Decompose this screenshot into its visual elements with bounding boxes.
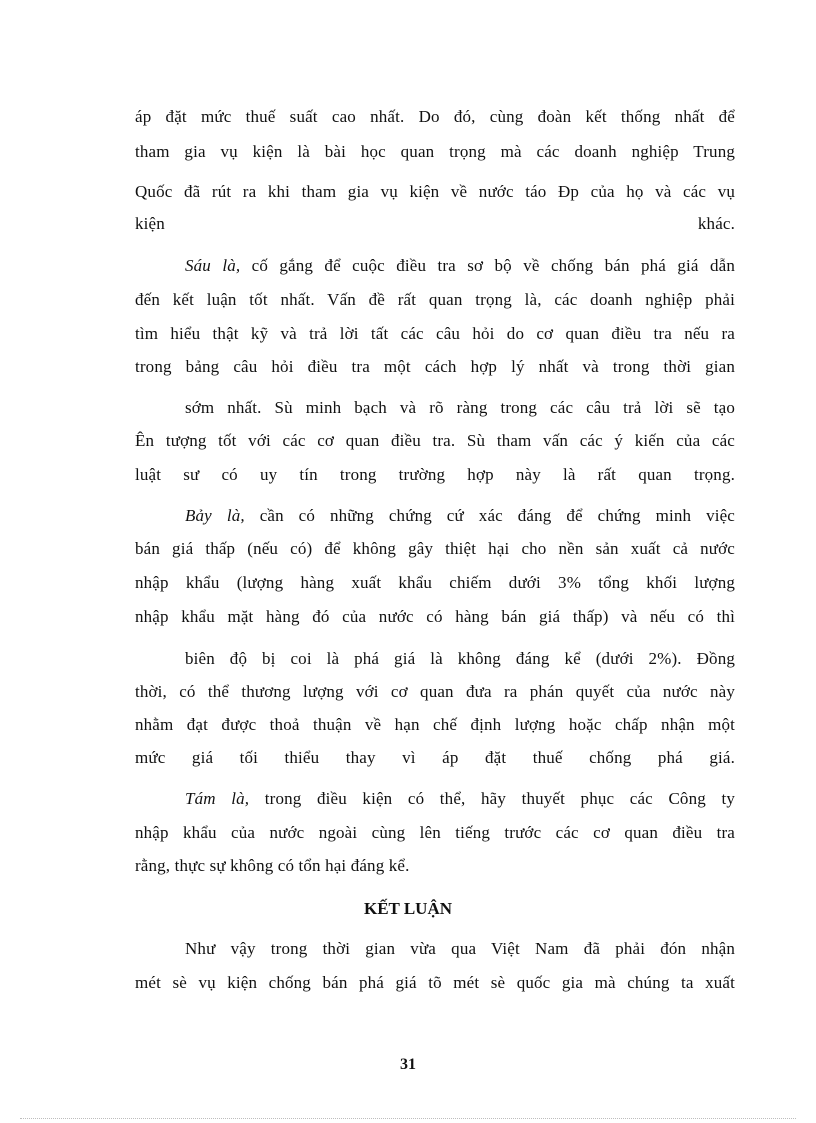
text-line: rằng, thực sự không có tổn hại đáng kể. — [135, 856, 410, 875]
text-line: nhập khẩu mặt hàng đó của nước có hàng bán giá thấp) và nếu có thì — [135, 607, 735, 626]
text-line — [135, 213, 735, 235]
item-label-italic: Bảy là, — [185, 506, 245, 525]
text-line: Như vậy trong thời gian vừa qua Việt Nam đã phải đón nhận — [185, 939, 735, 958]
text-line: mét sè vụ kiện chống bán phá giá tõ mét sè quốc gia mà chúng ta xuất — [135, 973, 735, 992]
text-line: thời, có thể thương lượng với cơ quan đưa ra phán quyết của nước này — [135, 682, 735, 701]
text-line: Quốc đã rút ra khi tham gia vụ kiện về nước táo Ðp của họ và các vụ — [135, 182, 735, 201]
text-line: mức giá tối thiểu thay vì áp đặt thuế chống phá giá. — [135, 748, 735, 767]
text-line — [185, 505, 735, 527]
item-label-italic: Tám là, — [185, 789, 250, 808]
page-number: 31 — [400, 1056, 416, 1073]
text-line: nhằm đạt được thoả thuận về hạn chế định lượng hoặc chấp nhận một — [135, 715, 735, 734]
item-label-italic: Sáu là, — [185, 256, 241, 275]
page-bottom-divider — [20, 1118, 796, 1119]
text-line: tìm hiểu thật kỹ và trả lời tất các câu hỏi do cơ quan điều tra nếu ra — [135, 324, 735, 343]
text-line — [185, 788, 735, 810]
text-line: luật sư có uy tín trong trường hợp này là rất quan trọng. — [135, 465, 735, 484]
text-line — [185, 255, 735, 277]
text-fragment: khác. — [697, 214, 735, 233]
text-fragment: cố gắng để cuộc điều tra sơ bộ về chống bán phá giá dẫn — [240, 256, 735, 275]
text-fragment: cần có những chứng cứ xác đáng để chứng minh việc — [244, 506, 735, 525]
text-line: đến kết luận tốt nhất. Vấn đề rất quan trọng là, các doanh nghiệp phải — [135, 290, 735, 309]
text-line: sớm nhất. Sù minh bạch và rõ ràng trong các câu trả lời sẽ tạo — [185, 398, 735, 417]
text-line: Ên tượng tốt với các cơ quan điều tra. Sù tham vấn các ý kiến của các — [135, 431, 735, 450]
text-line: nhập khẩu của nước ngoài cùng lên tiếng trước các cơ quan điều tra — [135, 823, 735, 842]
section-heading: KẾT LUẬN — [363, 899, 452, 918]
text-line: áp đặt mức thuế suất cao nhất. Do đó, cùng đoàn kết thống nhất để — [135, 107, 735, 126]
text-fragment: kiện — [135, 214, 165, 233]
text-line: bán giá thấp (nếu có) để không gây thiệt hại cho nền sản xuất cả nước — [135, 539, 735, 558]
text-line: trong bảng câu hỏi điều tra một cách hợp lý nhất và trong thời gian — [135, 357, 735, 376]
text-line: tham gia vụ kiện là bài học quan trọng mà các doanh nghiệp Trung — [135, 142, 735, 161]
text-fragment: trong điều kiện có thể, hãy thuyết phục các Công ty — [249, 789, 735, 808]
text-line: biên độ bị coi là phá giá là không đáng kể (dưới 2%). Đồng — [185, 649, 735, 668]
text-line: nhập khẩu (lượng hàng xuất khẩu chiếm dưới 3% tổng khối lượng — [135, 573, 735, 592]
